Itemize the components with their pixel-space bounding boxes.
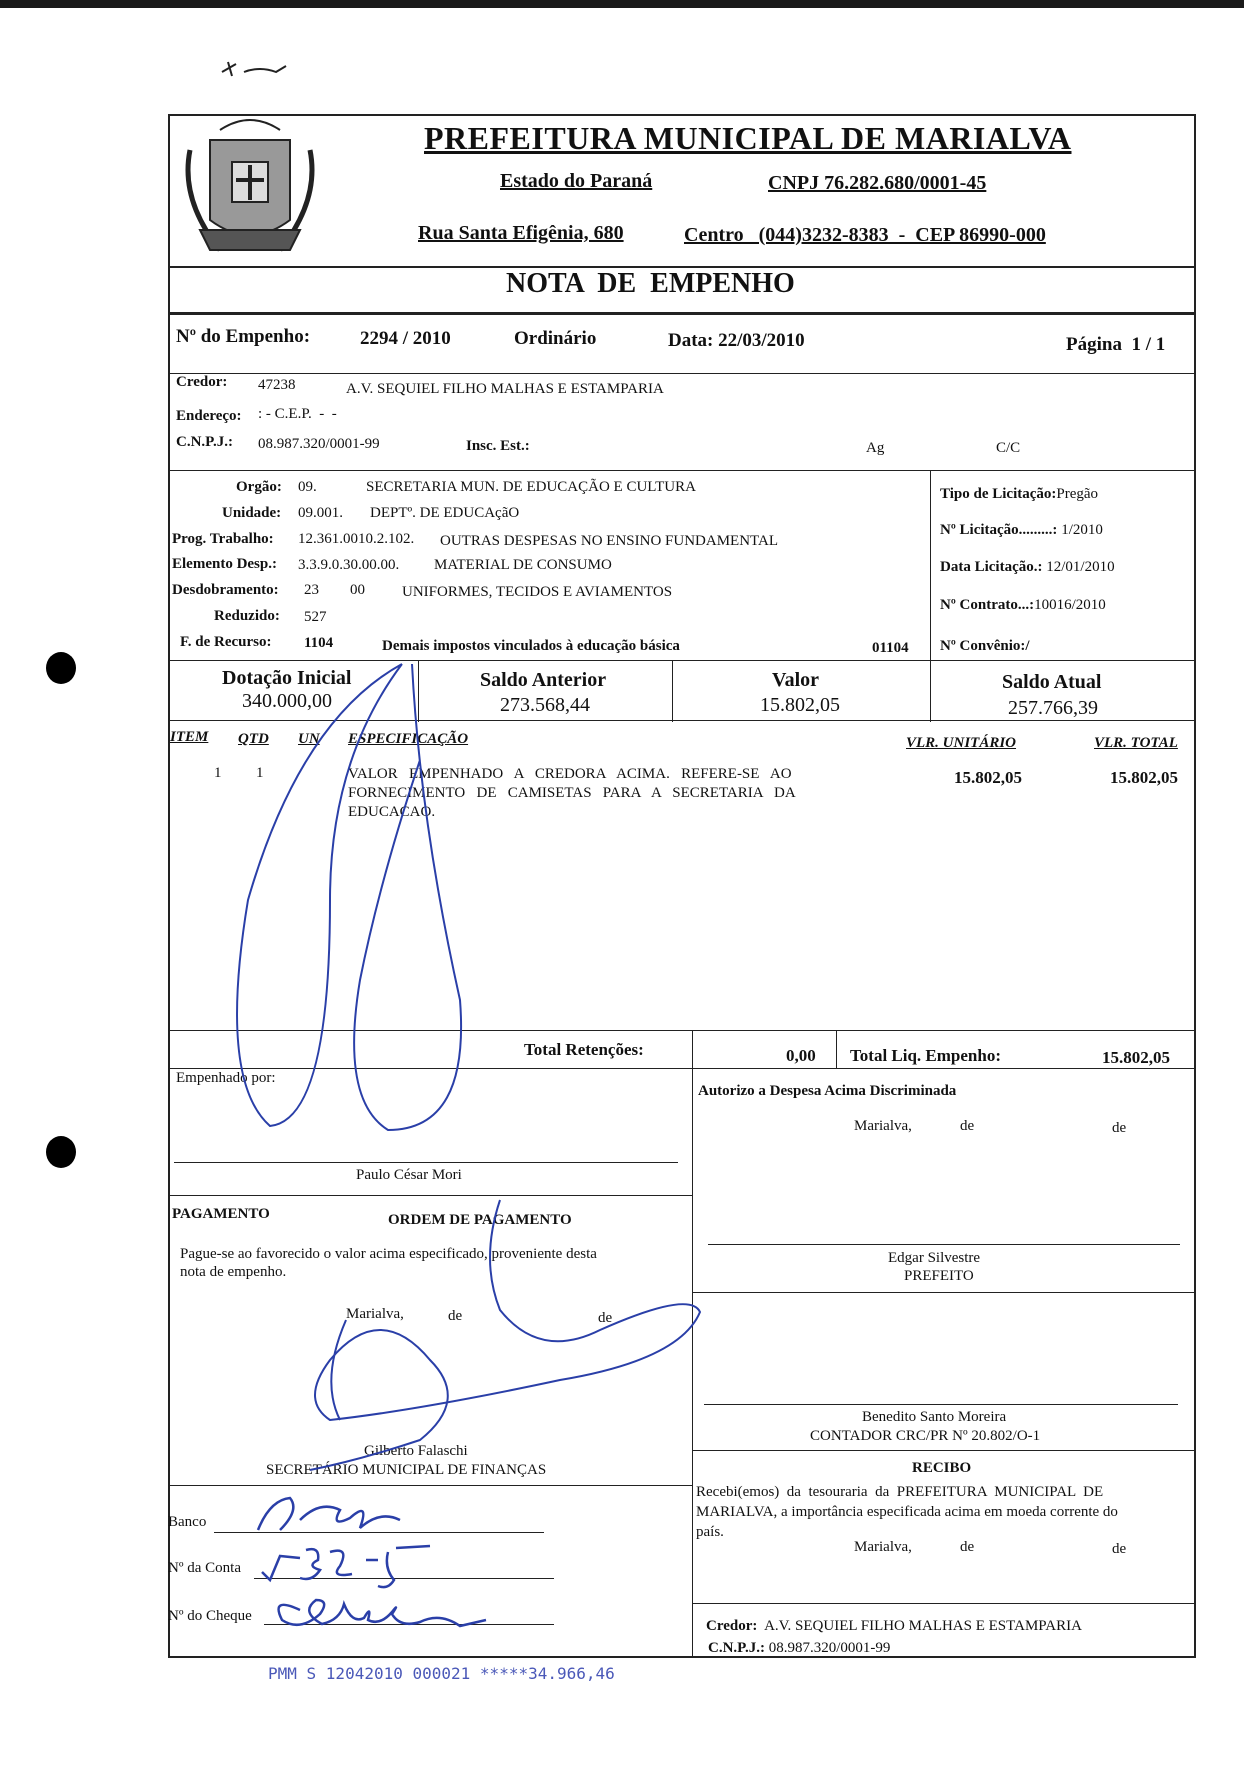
recibo-texto1: Recebi(emos) da tesouraria da PREFEITURA MUNICIPAL DE (696, 1484, 1104, 1500)
elemento-label: Elemento Desp.: (172, 556, 277, 572)
empenho-date: Data: 22/03/2010 (668, 330, 805, 351)
de-label: de (1112, 1541, 1127, 1557)
convenio: Nº Convênio:/ (940, 638, 1030, 654)
credor-label: Credor: (176, 374, 228, 390)
recibo-label: RECIBO (912, 1460, 972, 1476)
secretario-nome: Gilberto Falaschi (364, 1443, 468, 1459)
de-label: de (960, 1539, 975, 1555)
item-desc-line2: FORNECIMENTO DE CAMISETAS PARA A SECRETARIA DA (348, 785, 796, 801)
item-desc-line1: VALOR EMPENHADO A CREDORA ACIMA. REFERE-SE AO (348, 766, 792, 782)
de-label: de (448, 1308, 463, 1324)
recurso-code: 1104 (304, 635, 334, 651)
prog-label: Prog. Trabalho: (172, 531, 274, 547)
desdob-label: Desdobramento: (172, 582, 279, 598)
unidade-code: 09.001. (298, 505, 343, 521)
punch-hole (46, 1136, 76, 1168)
endereco-value: : - C.E.P. - - (258, 406, 337, 422)
orgao-label: Orgão: (236, 479, 282, 495)
col-qtd: QTD (238, 731, 269, 747)
empenho-type: Ordinário (514, 328, 597, 349)
de-label: de (1112, 1120, 1127, 1136)
contrato: Nº Contrato...:10016/2010 (940, 597, 1106, 613)
saldo-atual-value: 257.766,39 (1008, 697, 1098, 719)
marialva-label: Marialva, (854, 1539, 912, 1555)
page-title: PREFEITURA MUNICIPAL DE MARIALVA (424, 120, 1072, 156)
col-item: ITEM (170, 729, 209, 745)
contador-cargo: CONTADOR CRC/PR Nº 20.802/O-1 (810, 1428, 1041, 1444)
valor-label: Valor (772, 669, 820, 691)
marialva-label: Marialva, (854, 1118, 912, 1134)
empenho-number: 2294 / 2010 (360, 328, 451, 349)
credor-name: A.V. SEQUIEL FILHO MALHAS E ESTAMPARIA (346, 381, 664, 397)
col-especificacao: ESPECIFICAÇÃO (348, 731, 469, 747)
saldo-anterior-label: Saldo Anterior (480, 669, 607, 691)
saldo-anterior-value: 273.568,44 (500, 694, 590, 716)
state-label: Estado do Paraná (500, 170, 653, 192)
banco-label: Banco (168, 1514, 207, 1530)
autorizo-label: Autorizo a Despesa Acima Discriminada (698, 1083, 957, 1099)
item-qtd: 1 (256, 765, 264, 781)
document-title: NOTA DE EMPENHO (506, 268, 795, 299)
elemento-name: MATERIAL DE CONSUMO (434, 557, 612, 573)
punch-hole (46, 652, 76, 684)
contador-nome: Benedito Santo Moreira (862, 1409, 1007, 1425)
total-liq-label: Total Liq. Empenho: (850, 1046, 1001, 1065)
desdob-name: UNIFORMES, TECIDOS E AVIAMENTOS (402, 584, 673, 600)
recurso-name: Demais impostos vinculados à educação básica (382, 638, 680, 654)
prog-name: OUTRAS DESPESAS NO ENSINO FUNDAMENTAL (440, 533, 778, 549)
prefeito-nome: Edgar Silvestre (888, 1250, 981, 1266)
num-licitacao: Nº Licitação.........: 1/2010 (940, 522, 1103, 538)
de-label: de (598, 1310, 613, 1326)
retencoes-label: Total Retenções: (524, 1040, 644, 1059)
tipo-licitacao: Tipo de Licitação:Pregão (940, 486, 1099, 502)
recibo-texto2: MARIALVA, a importância especificada acima em moeda corrente do (696, 1504, 1118, 1520)
valor-value: 15.802,05 (760, 694, 840, 716)
recibo-credor: Credor: A.V. SEQUIEL FILHO MALHAS E ESTAMPARIA (706, 1618, 1082, 1634)
pagamento-texto2: nota de empenho. (180, 1264, 287, 1280)
recurso-code2: 01104 (872, 640, 909, 656)
bank-stamp: PMM S 12042010 000021 *****34.966,46 (268, 1664, 615, 1683)
item-total-value: 15.802,05 (1110, 768, 1178, 787)
cnpj-credor-value: 08.987.320/0001-99 (258, 436, 380, 452)
cc-label: C/C (996, 440, 1021, 456)
page-number: Página 1 / 1 (1066, 334, 1166, 355)
cnpj-credor-label: C.N.P.J.: (176, 434, 233, 450)
item-number: 1 (214, 765, 222, 781)
address-label: Rua Santa Efigênia, 680 (418, 222, 624, 244)
retencoes-value: 0,00 (786, 1046, 816, 1065)
pagamento-label: PAGAMENTO (172, 1206, 270, 1222)
dotacao-value: 340.000,00 (242, 690, 332, 712)
conta-label: Nº da Conta (168, 1560, 241, 1576)
pagamento-texto1: Pague-se ao favorecido o valor acima especificado, proveniente desta (180, 1246, 597, 1262)
empenhado-nome: Paulo César Mori (356, 1167, 462, 1183)
elemento-code: 3.3.9.0.30.00.00. (298, 557, 400, 573)
cheque-label: Nº do Cheque (168, 1608, 252, 1624)
orgao-code: 09. (298, 479, 317, 495)
desdob-code: 23 (304, 582, 319, 598)
recurso-label: F. de Recurso: (180, 634, 272, 650)
scan-edge (0, 0, 1244, 8)
credor-code: 47238 (258, 377, 296, 393)
orgao-name: SECRETARIA MUN. DE EDUCAÇÃO E CULTURA (366, 479, 696, 495)
col-vlr-unitario: VLR. UNITÁRIO (906, 735, 1017, 751)
prog-code: 12.361.0010.2.102. (298, 531, 415, 547)
desdob-code2: 00 (350, 582, 365, 598)
empenhado-label: Empenhado por: (176, 1070, 276, 1086)
item-unit-value: 15.802,05 (954, 768, 1022, 787)
recibo-texto3: país. (696, 1524, 724, 1540)
col-vlr-total: VLR. TOTAL (1094, 735, 1178, 751)
empenho-label: Nº do Empenho: (176, 326, 311, 347)
item-desc-line3: EDUCACAO. (348, 804, 436, 820)
secretario-cargo: SECRETÁRIO MUNICIPAL DE FINANÇAS (266, 1462, 547, 1478)
cnpj-label: CNPJ 76.282.680/0001-45 (768, 172, 987, 194)
recibo-cnpj: C.N.P.J.: 08.987.320/0001-99 (708, 1640, 891, 1656)
reduzido-label: Reduzido: (214, 608, 280, 624)
reduzido-value: 527 (304, 609, 327, 625)
address-contact: Centro (044)3232-8383 - CEP 86990-000 (684, 224, 1046, 246)
ordem-pagamento-label: ORDEM DE PAGAMENTO (388, 1212, 572, 1228)
insc-est-label: Insc. Est.: (466, 438, 530, 454)
col-un: UN (298, 731, 320, 747)
total-liq-value: 15.802,05 (1102, 1048, 1170, 1067)
marialva-label: Marialva, (346, 1306, 404, 1322)
de-label: de (960, 1118, 975, 1134)
unidade-name: DEPTº. DE EDUCAçãO (370, 505, 520, 521)
saldo-atual-label: Saldo Atual (1002, 671, 1102, 693)
ag-label: Ag (866, 440, 885, 456)
unidade-label: Unidade: (222, 505, 282, 521)
prefeito-cargo: PREFEITO (904, 1268, 974, 1284)
data-licitacao: Data Licitação.: 12/01/2010 (940, 559, 1115, 575)
endereco-label: Endereço: (176, 408, 242, 424)
dotacao-label: Dotação Inicial (222, 667, 352, 689)
